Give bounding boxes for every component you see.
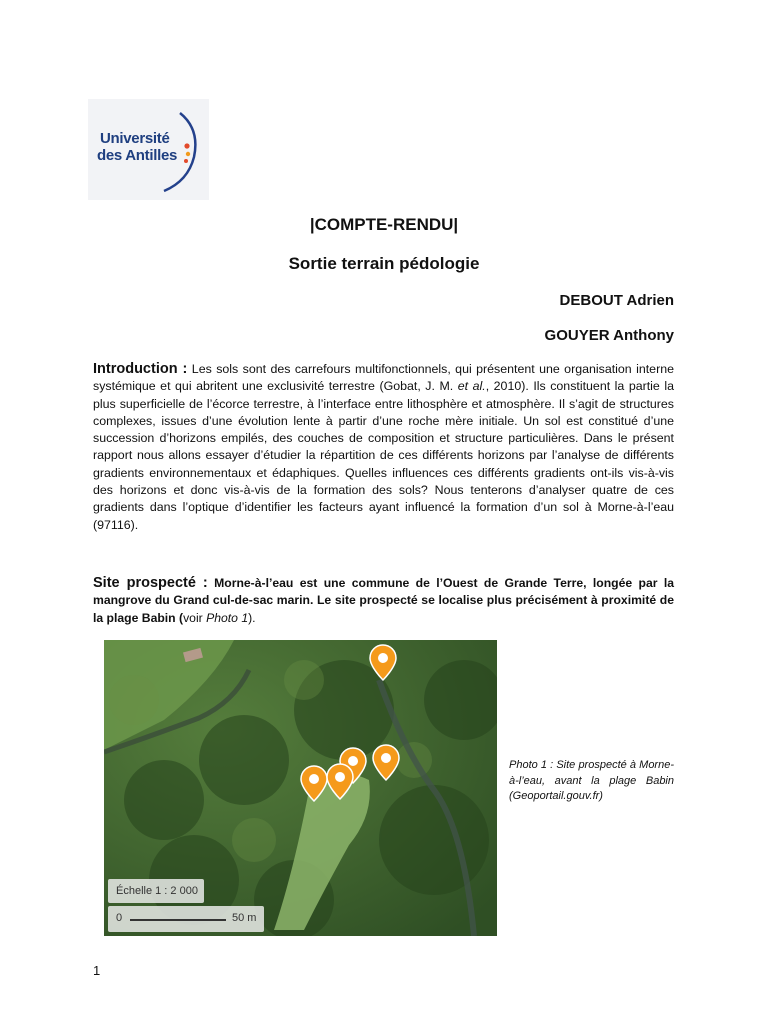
introduction-paragraph xyxy=(93,361,674,534)
map-scale-label: Échelle 1 : 2 000 xyxy=(108,879,204,903)
logo-line-1: Université xyxy=(100,130,170,147)
logo-line-2: des Antilles xyxy=(97,147,178,164)
introduction-heading: Introduction : xyxy=(93,361,188,377)
introduction-text-a: Les sols sont des carrefours multifonctionnels, qui présentent une organisation interne systémique et qui abritent une exclusivité terrestre (Gobat, J. M. xyxy=(93,362,674,394)
scale-end: 50 m xyxy=(232,912,257,924)
site-text-b: ). xyxy=(248,610,256,625)
scale-line xyxy=(130,919,226,921)
document-subtitle: Sortie terrain pédologie xyxy=(288,254,480,273)
university-logo xyxy=(88,99,209,200)
site-heading: Site prospecté : xyxy=(93,575,208,591)
photo-caption: Photo 1 : Site prospecté à Morne-à-l’eau, avant la plage Babin (Geoportail.gouv.fr) xyxy=(509,759,674,802)
map-scale-bar xyxy=(108,906,264,932)
site-photo-ref: Photo 1 xyxy=(206,610,249,625)
introduction-text-b: , 2010). Ils constituent la partie la plus superficielle de l’écorce terrestre, à l’interface entre lithosphère et atmosphère. Il s’agit de structures complexes, issues d’une évolution lente à partir d’une roche mère initiale. Un sol est constitué d’une succession d’horizons empilés, des couches de composition et structure particulières. Dans le présent rapport nous allons essayer d’étudier la répartition de ces différents horizons par l’analyse de différents gradients environnementaux et édaphiques. Quelles influences ces différents gradients ont-ils vis-à-vis des horizons et donc vis-à-vis de la formation des sols? Nous tenterons d’analyser quatre de ces gradients dans l’optique d’identifier les facteurs ayant influencé la formation d’un sol à Morne-à-l’eau (97116). xyxy=(93,379,674,532)
site-paragraph xyxy=(93,575,674,627)
introduction-etal: et al. xyxy=(457,379,486,394)
author-1: DEBOUT Adrien xyxy=(559,292,674,309)
author-2: GOUYER Anthony xyxy=(544,327,674,344)
site-voir: voir xyxy=(183,610,207,625)
scale-start: 0 xyxy=(116,912,123,924)
page-number: 1 xyxy=(93,963,101,978)
site-text-a: Morne-à-l’eau est une commune de l’Ouest de Grande Terre, longée par la mangrove du Grand cul-de-sac marin. Le site prospecté se localise plus précisément à proximité de la plage Babin ( xyxy=(93,576,675,625)
document-title: |COMPTE-RENDU| xyxy=(309,215,459,234)
